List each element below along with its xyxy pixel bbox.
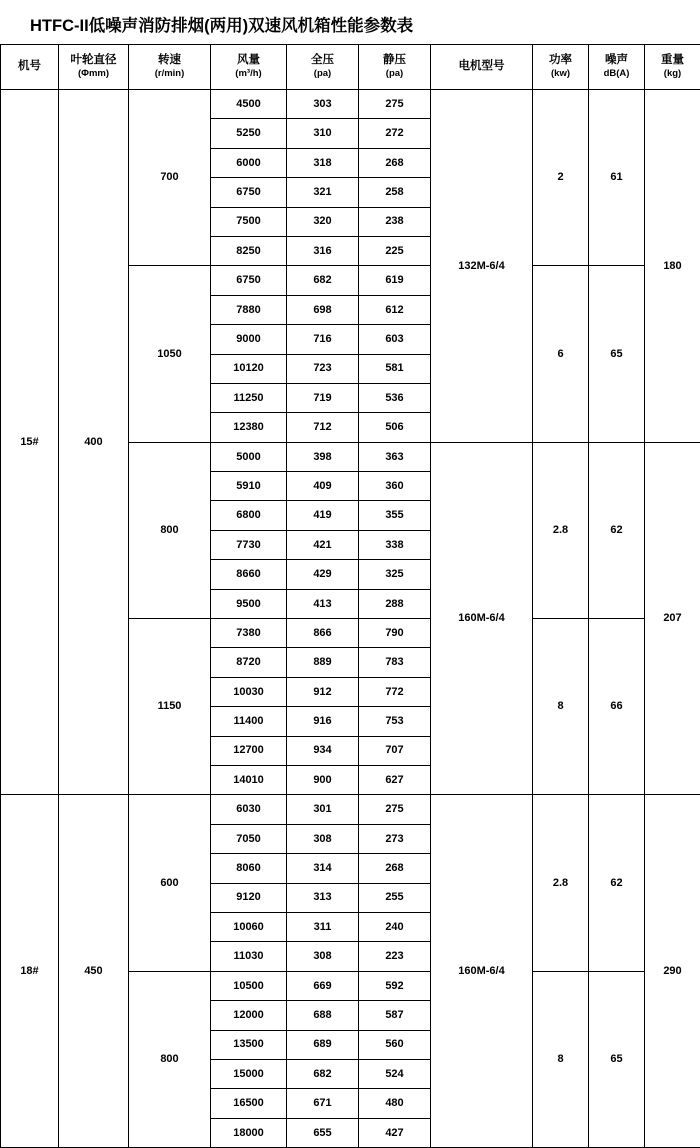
cell-air-volume: 11250 (211, 383, 287, 412)
cell-fan-number: 15# (1, 90, 59, 795)
column-header-main: 电机型号 (431, 60, 532, 73)
cell-static-pressure: 268 (359, 854, 431, 883)
column-header-unit: (m³/h) (211, 69, 286, 80)
cell-static-pressure: 480 (359, 1089, 431, 1118)
cell-static-pressure: 255 (359, 883, 431, 912)
cell-static-pressure: 338 (359, 530, 431, 559)
cell-total-pressure: 421 (287, 530, 359, 559)
cell-noise: 62 (589, 795, 645, 971)
cell-total-pressure: 303 (287, 90, 359, 119)
cell-air-volume: 8720 (211, 648, 287, 677)
cell-total-pressure: 712 (287, 413, 359, 442)
cell-air-volume: 12380 (211, 413, 287, 442)
cell-noise: 62 (589, 442, 645, 618)
column-header-1 (59, 45, 129, 90)
cell-air-volume: 8060 (211, 854, 287, 883)
cell-motor-model: 160M-6/4 (431, 442, 533, 795)
cell-power: 8 (533, 619, 589, 795)
column-header-unit: (pa) (287, 69, 358, 80)
cell-static-pressure: 238 (359, 207, 431, 236)
column-header-unit: (kw) (533, 69, 588, 80)
column-header-main: 静压 (359, 54, 430, 67)
cell-air-volume: 6000 (211, 148, 287, 177)
cell-static-pressure: 587 (359, 1001, 431, 1030)
cell-air-volume: 14010 (211, 765, 287, 794)
cell-static-pressure: 753 (359, 707, 431, 736)
cell-motor-model: 132M-6/4 (431, 90, 533, 443)
column-header-0 (1, 45, 59, 90)
cell-rotation-speed: 800 (129, 442, 211, 618)
cell-static-pressure: 506 (359, 413, 431, 442)
column-header-main: 全压 (287, 54, 358, 67)
cell-air-volume: 9500 (211, 589, 287, 618)
cell-noise: 61 (589, 90, 645, 266)
cell-static-pressure: 612 (359, 295, 431, 324)
cell-total-pressure: 889 (287, 648, 359, 677)
column-header-main: 重量 (645, 54, 700, 67)
cell-air-volume: 16500 (211, 1089, 287, 1118)
cell-total-pressure: 316 (287, 236, 359, 265)
cell-static-pressure: 355 (359, 501, 431, 530)
cell-total-pressure: 655 (287, 1118, 359, 1147)
cell-total-pressure: 398 (287, 442, 359, 471)
cell-rotation-speed: 800 (129, 971, 211, 1147)
cell-total-pressure: 313 (287, 883, 359, 912)
table-row (1, 90, 700, 119)
column-header-2 (129, 45, 211, 90)
cell-total-pressure: 934 (287, 736, 359, 765)
cell-static-pressure: 240 (359, 912, 431, 941)
cell-static-pressure: 325 (359, 560, 431, 589)
cell-total-pressure: 419 (287, 501, 359, 530)
cell-static-pressure: 360 (359, 472, 431, 501)
cell-total-pressure: 301 (287, 795, 359, 824)
cell-static-pressure: 627 (359, 765, 431, 794)
cell-weight: 180 (645, 90, 700, 443)
cell-static-pressure: 772 (359, 677, 431, 706)
table-header (1, 45, 700, 90)
cell-air-volume: 6800 (211, 501, 287, 530)
cell-static-pressure: 272 (359, 119, 431, 148)
cell-static-pressure: 225 (359, 236, 431, 265)
cell-air-volume: 10060 (211, 912, 287, 941)
cell-rotation-speed: 1150 (129, 619, 211, 795)
performance-table (0, 44, 700, 1148)
column-header-main: 功率 (533, 54, 588, 67)
cell-static-pressure: 707 (359, 736, 431, 765)
cell-static-pressure: 288 (359, 589, 431, 618)
cell-static-pressure: 560 (359, 1030, 431, 1059)
cell-total-pressure: 671 (287, 1089, 359, 1118)
cell-static-pressure: 592 (359, 971, 431, 1000)
header-row (1, 45, 700, 90)
cell-static-pressure: 524 (359, 1059, 431, 1088)
cell-static-pressure: 268 (359, 148, 431, 177)
cell-air-volume: 7380 (211, 619, 287, 648)
cell-total-pressure: 682 (287, 1059, 359, 1088)
cell-total-pressure: 314 (287, 854, 359, 883)
cell-air-volume: 4500 (211, 90, 287, 119)
cell-total-pressure: 308 (287, 824, 359, 853)
cell-air-volume: 7880 (211, 295, 287, 324)
column-header-unit: (kg) (645, 69, 700, 80)
column-header-main: 转速 (129, 54, 210, 67)
cell-static-pressure: 581 (359, 354, 431, 383)
cell-rotation-speed: 600 (129, 795, 211, 971)
cell-weight: 290 (645, 795, 700, 1148)
cell-noise: 65 (589, 971, 645, 1147)
cell-static-pressure: 790 (359, 619, 431, 648)
column-header-main: 风量 (211, 54, 286, 67)
cell-static-pressure: 273 (359, 824, 431, 853)
cell-total-pressure: 716 (287, 325, 359, 354)
cell-fan-number: 18# (1, 795, 59, 1148)
cell-air-volume: 10030 (211, 677, 287, 706)
cell-total-pressure: 310 (287, 119, 359, 148)
cell-total-pressure: 900 (287, 765, 359, 794)
column-header-main: 叶轮直径 (59, 54, 128, 67)
cell-noise: 65 (589, 266, 645, 442)
table-body (1, 90, 700, 1148)
cell-static-pressure: 619 (359, 266, 431, 295)
cell-air-volume: 15000 (211, 1059, 287, 1088)
column-header-main: 机号 (1, 60, 58, 73)
cell-air-volume: 5250 (211, 119, 287, 148)
column-header-3 (211, 45, 287, 90)
cell-motor-model: 160M-6/4 (431, 795, 533, 1148)
cell-total-pressure: 723 (287, 354, 359, 383)
cell-impeller-diameter: 400 (59, 90, 129, 795)
column-header-unit: (r/min) (129, 69, 210, 80)
cell-power: 2.8 (533, 795, 589, 971)
cell-noise: 66 (589, 619, 645, 795)
cell-total-pressure: 308 (287, 942, 359, 971)
column-header-main: 噪声 (589, 54, 644, 67)
cell-total-pressure: 719 (287, 383, 359, 412)
cell-total-pressure: 318 (287, 148, 359, 177)
cell-static-pressure: 275 (359, 90, 431, 119)
cell-static-pressure: 783 (359, 648, 431, 677)
cell-static-pressure: 363 (359, 442, 431, 471)
cell-air-volume: 9120 (211, 883, 287, 912)
cell-total-pressure: 669 (287, 971, 359, 1000)
cell-power: 2.8 (533, 442, 589, 618)
column-header-7 (533, 45, 589, 90)
column-header-6 (431, 45, 533, 90)
cell-total-pressure: 320 (287, 207, 359, 236)
column-header-4 (287, 45, 359, 90)
cell-air-volume: 10500 (211, 971, 287, 1000)
cell-static-pressure: 427 (359, 1118, 431, 1147)
column-header-8 (589, 45, 645, 90)
cell-total-pressure: 429 (287, 560, 359, 589)
column-header-unit: (pa) (359, 69, 430, 80)
cell-air-volume: 12700 (211, 736, 287, 765)
cell-rotation-speed: 700 (129, 90, 211, 266)
cell-total-pressure: 698 (287, 295, 359, 324)
cell-air-volume: 7730 (211, 530, 287, 559)
cell-total-pressure: 689 (287, 1030, 359, 1059)
cell-weight: 207 (645, 442, 700, 795)
cell-static-pressure: 275 (359, 795, 431, 824)
page-title: HTFC-II低噪声消防排烟(两用)双速风机箱性能参数表 (0, 0, 700, 44)
cell-air-volume: 10120 (211, 354, 287, 383)
cell-power: 2 (533, 90, 589, 266)
cell-air-volume: 12000 (211, 1001, 287, 1030)
cell-total-pressure: 688 (287, 1001, 359, 1030)
cell-air-volume: 6750 (211, 178, 287, 207)
column-header-9 (645, 45, 700, 90)
cell-air-volume: 8660 (211, 560, 287, 589)
cell-total-pressure: 321 (287, 178, 359, 207)
cell-air-volume: 9000 (211, 325, 287, 354)
column-header-unit: dB(A) (589, 69, 644, 80)
cell-total-pressure: 912 (287, 677, 359, 706)
cell-air-volume: 6030 (211, 795, 287, 824)
cell-air-volume: 11400 (211, 707, 287, 736)
cell-total-pressure: 916 (287, 707, 359, 736)
cell-air-volume: 11030 (211, 942, 287, 971)
column-header-unit: (Φmm) (59, 69, 128, 80)
cell-static-pressure: 258 (359, 178, 431, 207)
cell-air-volume: 5910 (211, 472, 287, 501)
cell-total-pressure: 409 (287, 472, 359, 501)
cell-static-pressure: 223 (359, 942, 431, 971)
cell-air-volume: 7500 (211, 207, 287, 236)
cell-rotation-speed: 1050 (129, 266, 211, 442)
cell-air-volume: 6750 (211, 266, 287, 295)
cell-power: 6 (533, 266, 589, 442)
cell-air-volume: 8250 (211, 236, 287, 265)
cell-total-pressure: 413 (287, 589, 359, 618)
cell-total-pressure: 866 (287, 619, 359, 648)
column-header-5 (359, 45, 431, 90)
cell-air-volume: 5000 (211, 442, 287, 471)
cell-air-volume: 7050 (211, 824, 287, 853)
cell-total-pressure: 311 (287, 912, 359, 941)
cell-static-pressure: 536 (359, 383, 431, 412)
cell-power: 8 (533, 971, 589, 1147)
cell-total-pressure: 682 (287, 266, 359, 295)
cell-air-volume: 18000 (211, 1118, 287, 1147)
cell-impeller-diameter: 450 (59, 795, 129, 1148)
cell-static-pressure: 603 (359, 325, 431, 354)
cell-air-volume: 13500 (211, 1030, 287, 1059)
table-row (1, 795, 700, 824)
